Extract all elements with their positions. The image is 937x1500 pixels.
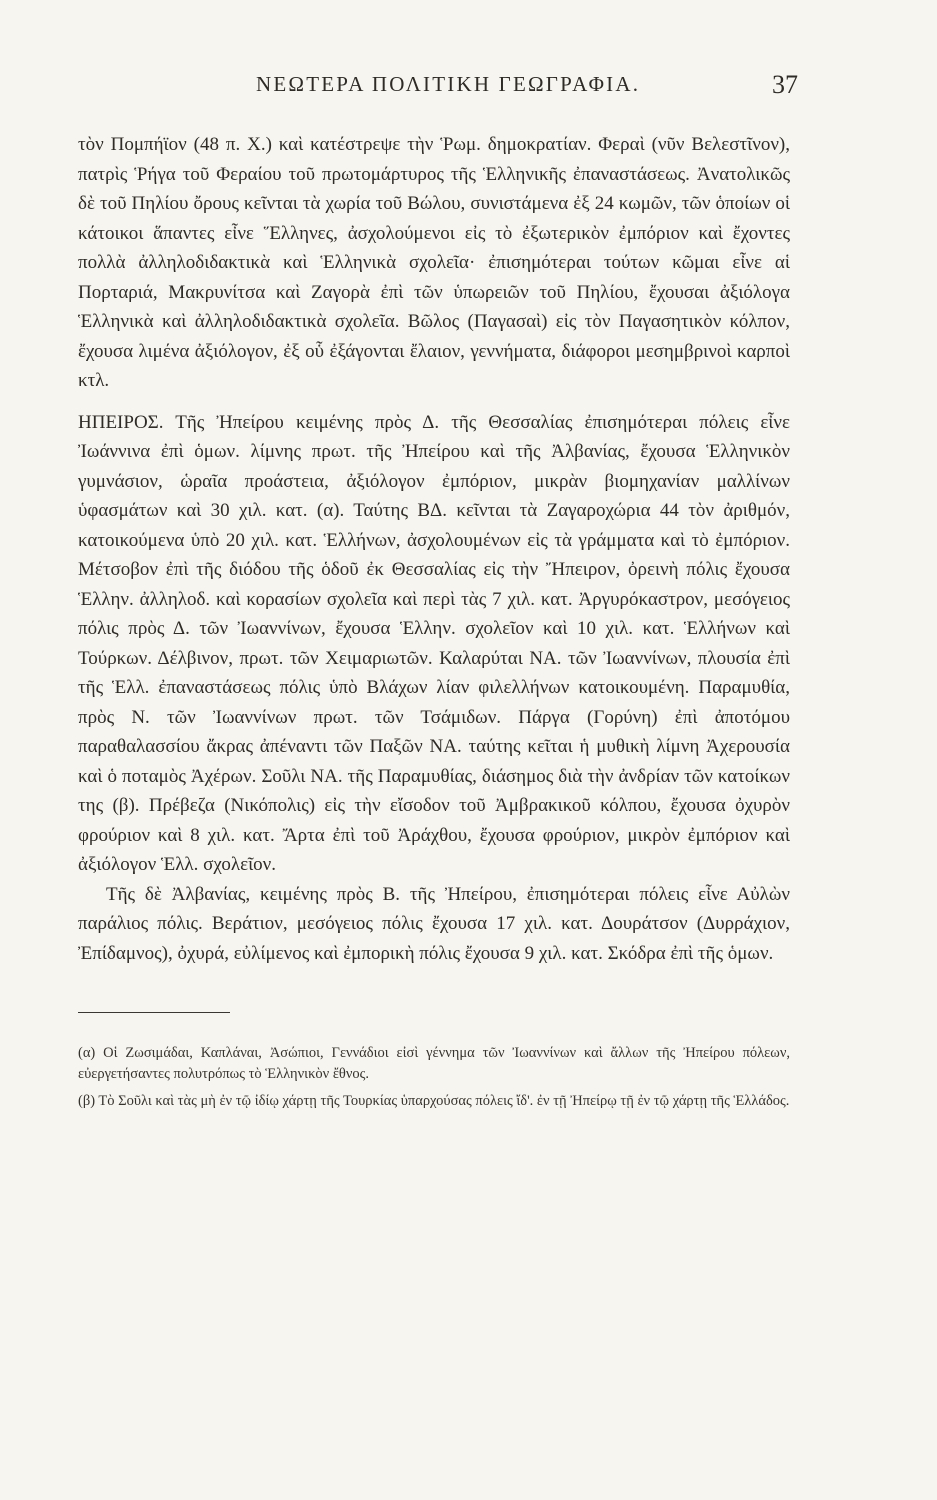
paragraph-thessaly: τὸν Πομπήϊον (48 π. Χ.) καὶ κατέστρεψε τὴν Ῥωμ. δημοκρατίαν. Φεραὶ (νῦν Βελεστῖνον), πατρὶς Ῥήγα τοῦ Φεραίου τοῦ πρωτομάρτυρος τῆς Ἑλληνικῆς ἐπαναστάσεως. Ἀνατολικῶς δὲ τοῦ Πηλίου ὄρους κεῖνται τὰ χωρία τοῦ Βώλου, συνιστάμενα ἐξ 24 κωμῶν, τῶν ὁποίων οἱ κάτοικοι ἅπαντες εἶνε Ἕλληνες, ἀσχολούμενοι εἰς τὸ ἐξωτερικὸν ἐμπόριον καὶ ἔχοντες πολλὰ ἀλληλοδιδακτικὰ καὶ Ἑλληνικὰ σχολεῖα· ἐπισημότεραι τούτων κῶμαι εἶνε αἱ Πορταριά, Μακρυνίτσα καὶ Ζαγορὰ ἐπὶ τῶν ὑπωρειῶν τοῦ Πηλίου, ἔχουσαι ἀξιόλογα Ἑλληνικὰ καὶ ἀλληλοδιδακτικὰ σχολεῖα. Βῶλος (Παγασαὶ) εἰς τὸν Παγασητικὸν κόλπον, ἔχουσα λιμένα ἀξιόλογον, ἐξ οὗ ἐξάγονται ἔλαιον, γεννήματα, διάφοροι μεσημβρινοὶ καρποὶ κτλ. — [78, 134, 790, 391]
footnote-a: (α) Οἱ Ζωσιμάδαι, Καπλάναι, Ἀσώπιοι, Γεννάδιοι εἰσὶ γέννημα τῶν Ἰωαννίνων καὶ ἄλλων τῆς Ἠπείρου πόλεων, εὐεργετήσαντες πολυτρόπως τὸ Ἑλληνικὸν ἔθνος. — [78, 1045, 790, 1082]
page-number: 37 — [772, 70, 798, 99]
footnotes — [78, 1043, 790, 1112]
running-title: ΝΕΩΤΕΡΑ ΠΟΛΙΤΙΚΗ ΓΕΩΓΡΑΦΙΑ. — [256, 72, 641, 96]
main-text — [78, 130, 790, 968]
paragraph-albania: Τῆς δὲ Ἀλβανίας, κειμένης πρὸς Β. τῆς Ἠπείρου, ἐπισημότεραι πόλεις εἶνε Αὐλὼν παράλιος πόλις. Βεράτιον, μεσόγειος πόλις ἔχουσα 17 χιλ. κατ. Δουράτσον (Δυρράχιον, Ἐπίδαμνος), ὀχυρά, εὐλίμενος καὶ ἐμπορικὴ πόλις ἔχουσα 9 χιλ. κατ. Σκόδρα ἐπὶ τῆς ὁμων. — [78, 883, 790, 964]
book-page — [78, 70, 798, 1118]
footnote-b: (β) Τὸ Σοῦλι καὶ τὰς μὴ ἐν τῷ ἰδίῳ χάρτῃ τῆς Τουρκίας ὑπαρχούσας πόλεις ἴδ'. ἐν τῇ Ἠπείρῳ τῇ ἐν τῷ χάρτῃ τῆς Ἑλλάδος. — [78, 1093, 790, 1109]
footnote-divider — [78, 1012, 230, 1013]
paragraph-epirus: ΗΠΕΙΡΟΣ. Τῆς Ἠπείρου κειμένης πρὸς Δ. τῆς Θεσσαλίας ἐπισημότεραι πόλεις εἶνε Ἰωάννινα ἐπὶ ὁμων. λίμνης πρωτ. τῆς Ἠπείρου καὶ τῆς Ἀλβανίας, ἔχουσα Ἑλληνικὸν γυμνάσιον, ὡραῖα προάστεια, ἀξιόλογον ἐμπόριον, μικρὰν βιομηχανίαν μαλλίνων ὑφασμάτων καὶ 30 χιλ. κατ. (α). Ταύτης ΒΔ. κεῖνται τὰ Ζαγαροχώρια 44 τὸν ἀριθμόν, κατοικούμενα ὑπὸ 20 χιλ. κατ. Ἑλλήνων, ἀσχολουμένων εἰς τὰ γράμματα καὶ τὸ ἐμπόριον. Μέτσοβον ἐπὶ τῆς διόδου τῆς ὁδοῦ ἐκ Θεσσαλίας εἰς τὴν Ἤπειρον, ὀρεινὴ πόλις ἔχουσα Ἑλλην. ἀλληλοδ. καὶ κορασίων σχολεῖα καὶ περὶ τὰς 7 χιλ. κατ. Ἀργυρόκαστρον, μεσόγειος πόλις πρὸς Δ. τῶν Ἰωαννίνων, ἔχουσα Ἑλλην. σχολεῖον καὶ 10 χιλ. κατ. Ἑλλήνων καὶ Τούρκων. Δέλβινον, πρωτ. τῶν Χειμαριωτῶν. Καλαρύται ΝΑ. τῶν Ἰωαννίνων, πλουσία ἐπὶ τῆς Ἑλλ. ἐπαναστάσεως πόλις ὑπὸ Βλάχων λίαν φιλελλήνων κατοικουμένη. Παραμυθία, πρὸς Ν. τῶν Ἰωαννίνων πρωτ. τῶν Τσάμιδων. Πάργα (Γορύνη) ἐπὶ ἀποτόμου παραθαλασσίου ἄκρας ἀπέναντι τῶν Παξῶν ΝΑ. ταύτης κεῖται ἡ μυθικὴ λίμνη Ἀχερουσία καὶ ὁ ποταμὸς Ἀχέρων. Σοῦλι ΝΑ. τῆς Παραμυθίας, διάσημος διὰ τὴν ἀνδρίαν τῶν κατοίκων της (β). Πρέβεζα (Νικόπολις) εἰς τὴν εἴσοδον τοῦ Ἀμβρακικοῦ κόλπου, ἔχουσα ὀχυρὸν φρούριον καὶ 8 χιλ. κατ. Ἄρτα ἐπὶ τοῦ Ἀράχθου, ἔχουσα φρούριον, μικρὸν ἐμπόριον καὶ ἀξιόλογον Ἑλλ. σχολεῖον. — [78, 411, 790, 875]
page-header — [78, 70, 798, 112]
